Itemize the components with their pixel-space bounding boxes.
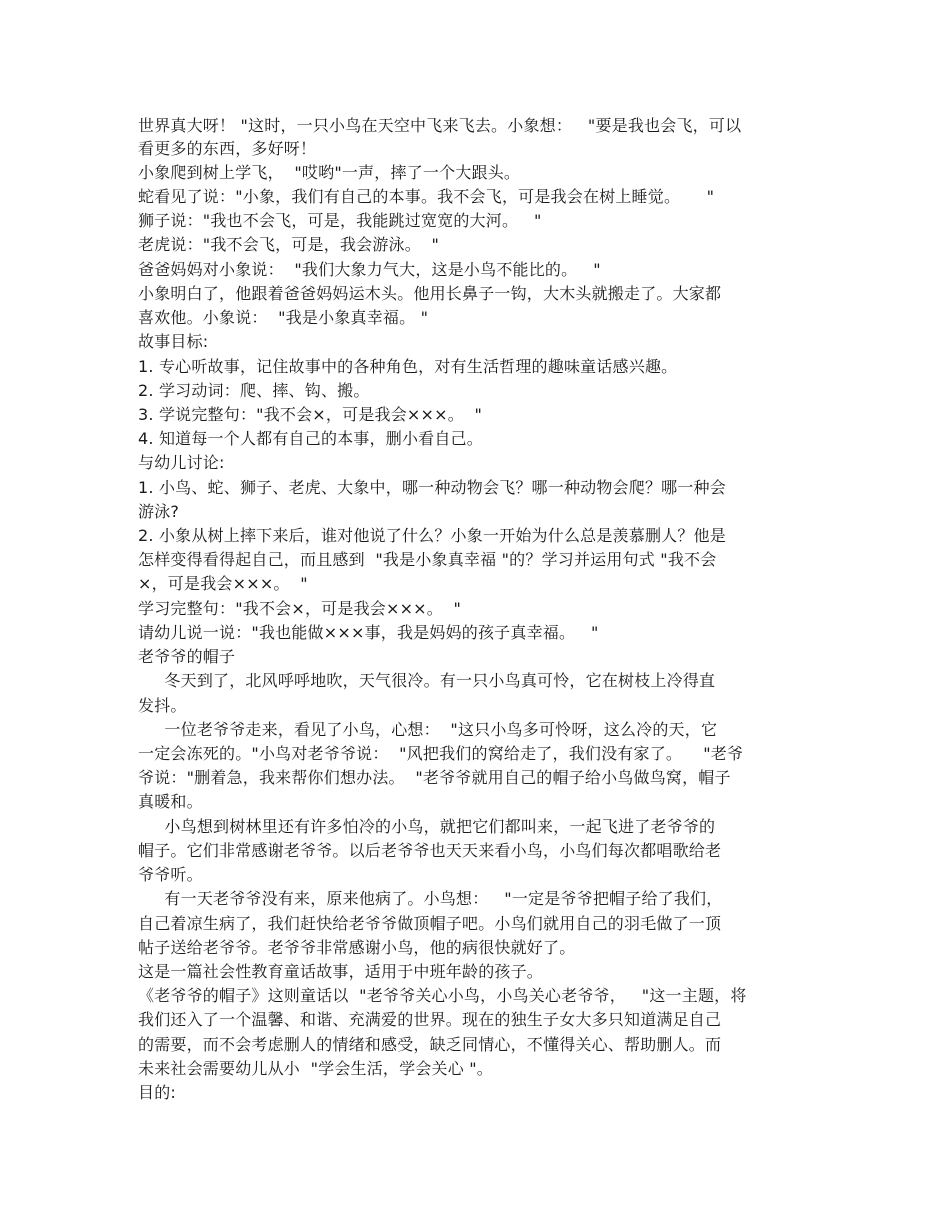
story-title: 老爷爷的帽子 [138,647,236,666]
text-line: 蛇看见了说："小象，我们有自己的本事。我不会飞，可是我会在树上睡觉。 " [138,187,715,206]
text-line: 这是一篇社会性教育童话故事，适用于中班年龄的孩子。 [138,962,544,981]
section-heading: 与幼儿讨论: [138,453,225,472]
section-heading: 故事目标: [138,332,209,351]
text-line: 小象明白了，他跟着爸爸妈妈运木头。他用长鼻子一钩，大木头就搬走了。大家都 [138,284,722,303]
text-line: 看更多的东西，多好呀！ [138,139,317,158]
list-item: 1. 专心听故事，记住故事中的各种角色，对有生活哲理的趣味童话感兴趣。 [138,357,678,376]
section-heading: 目的: [138,1083,176,1102]
text-line: 爷爷听。 [138,865,203,884]
text-line: 怎样变得看得起自己，而且感到 "我是小象真幸福 "的？学习并运用句式 "我不会 [138,550,717,569]
text-line: 有一天老爷爷没有来，原来他病了。小鸟想： "一定是爷爷把帽子给了我们， [138,889,723,908]
text-line: 未来社会需要幼儿从小 "学会生活，学会关心 "。 [138,1059,493,1078]
text-line: 帽子。它们非常感谢老爷爷。以后老爷爷也天天来看小鸟，小鸟们每次都唱歌给老 [138,841,722,860]
text-line: 真暖和。 [138,792,203,811]
text-line: 狮子说："我也不会飞，可是，我能跳过宽宽的大河。 " [138,211,542,230]
text-line: 爷说："删着急，我来帮你们想办法。 "老爷爷就用自己的帽子给小鸟做鸟窝，帽子 [138,768,731,787]
text-line: 发抖。 [138,696,187,715]
text-line: 小象爬到树上学飞， "哎哟"一声，摔了一个大跟头。 [138,163,521,182]
text-line: 小鸟想到树林里还有许多怕冷的小鸟，就把它们都叫来，一起飞进了老爷爷的 [138,817,716,836]
text-line: 游泳? [138,502,180,521]
text-line: 学习完整句："我不会×，可是我会×××。 " [138,599,462,618]
text-line: 爸爸妈妈对小象说： "我们大象力气大，这是小鸟不能比的。 " [138,260,601,279]
text-line: ×，可是我会×××。 " [138,574,308,593]
list-item: 4. 知道每一个人都有自己的本事，删小看自己。 [138,429,483,448]
text-line: 一定会冻死的。"小鸟对老爷爷说： "风把我们的窝给走了，我们没有家了。 "老爷 [138,744,744,763]
text-line: 请幼儿说一说："我也能做×××事，我是妈妈的孩子真幸福。 " [138,623,599,642]
list-item: 2. 学习动词：爬、摔、钩、搬。 [138,381,370,400]
text-line: 的需要，而不会考虑删人的情绪和感受，缺乏同情心，不懂得关心、帮助删人。而 [138,1035,722,1054]
text-line: 帖子送给老爷爷。老爷爷非常感谢小鸟，他的病很快就好了。 [138,938,576,957]
text-line: 世界真大呀！ "这时，一只小鸟在天空中飞来飞去。小象想： "要是我也会飞，可以 [138,116,742,135]
text-line: 自己着凉生病了，我们赶快给老爷爷做顶帽子吧。小鸟们就用自己的羽毛做了一顶 [138,914,722,933]
list-item: 1. 小鸟、蛇、狮子、老虎、大象中，哪一种动物会飞？哪一种动物会爬？哪一种会 [138,478,726,497]
text-line: 冬天到了，北风呼呼地吹，天气很冷。有一只小鸟真可怜，它在树枝上冷得直 [138,671,716,690]
text-line: 《老爷爷的帽子》这则童话以 "老爷爷关心小鸟，小鸟关心老爷爷， "这一主题，将 [138,986,747,1005]
text-line: 老虎说："我不会飞，可是，我会游泳。 " [138,235,440,254]
list-item: 3. 学说完整句："我不会×，可是我会×××。 " [138,405,483,424]
text-line: 一位老爷爷走来，看见了小鸟，心想： "这只小鸟多可怜呀，这么冷的天，它 [138,720,718,739]
list-item: 2. 小象从树上摔下来后，谁对他说了什么？小象一开始为什么总是羡慕删人？他是 [138,526,726,545]
text-line: 喜欢他。小象说： "我是小象真幸福。 " [138,308,429,327]
text-line: 我们还入了一个温馨、和谐、充满爱的世界。现在的独生子女大多只知道满足自己 [138,1010,722,1029]
